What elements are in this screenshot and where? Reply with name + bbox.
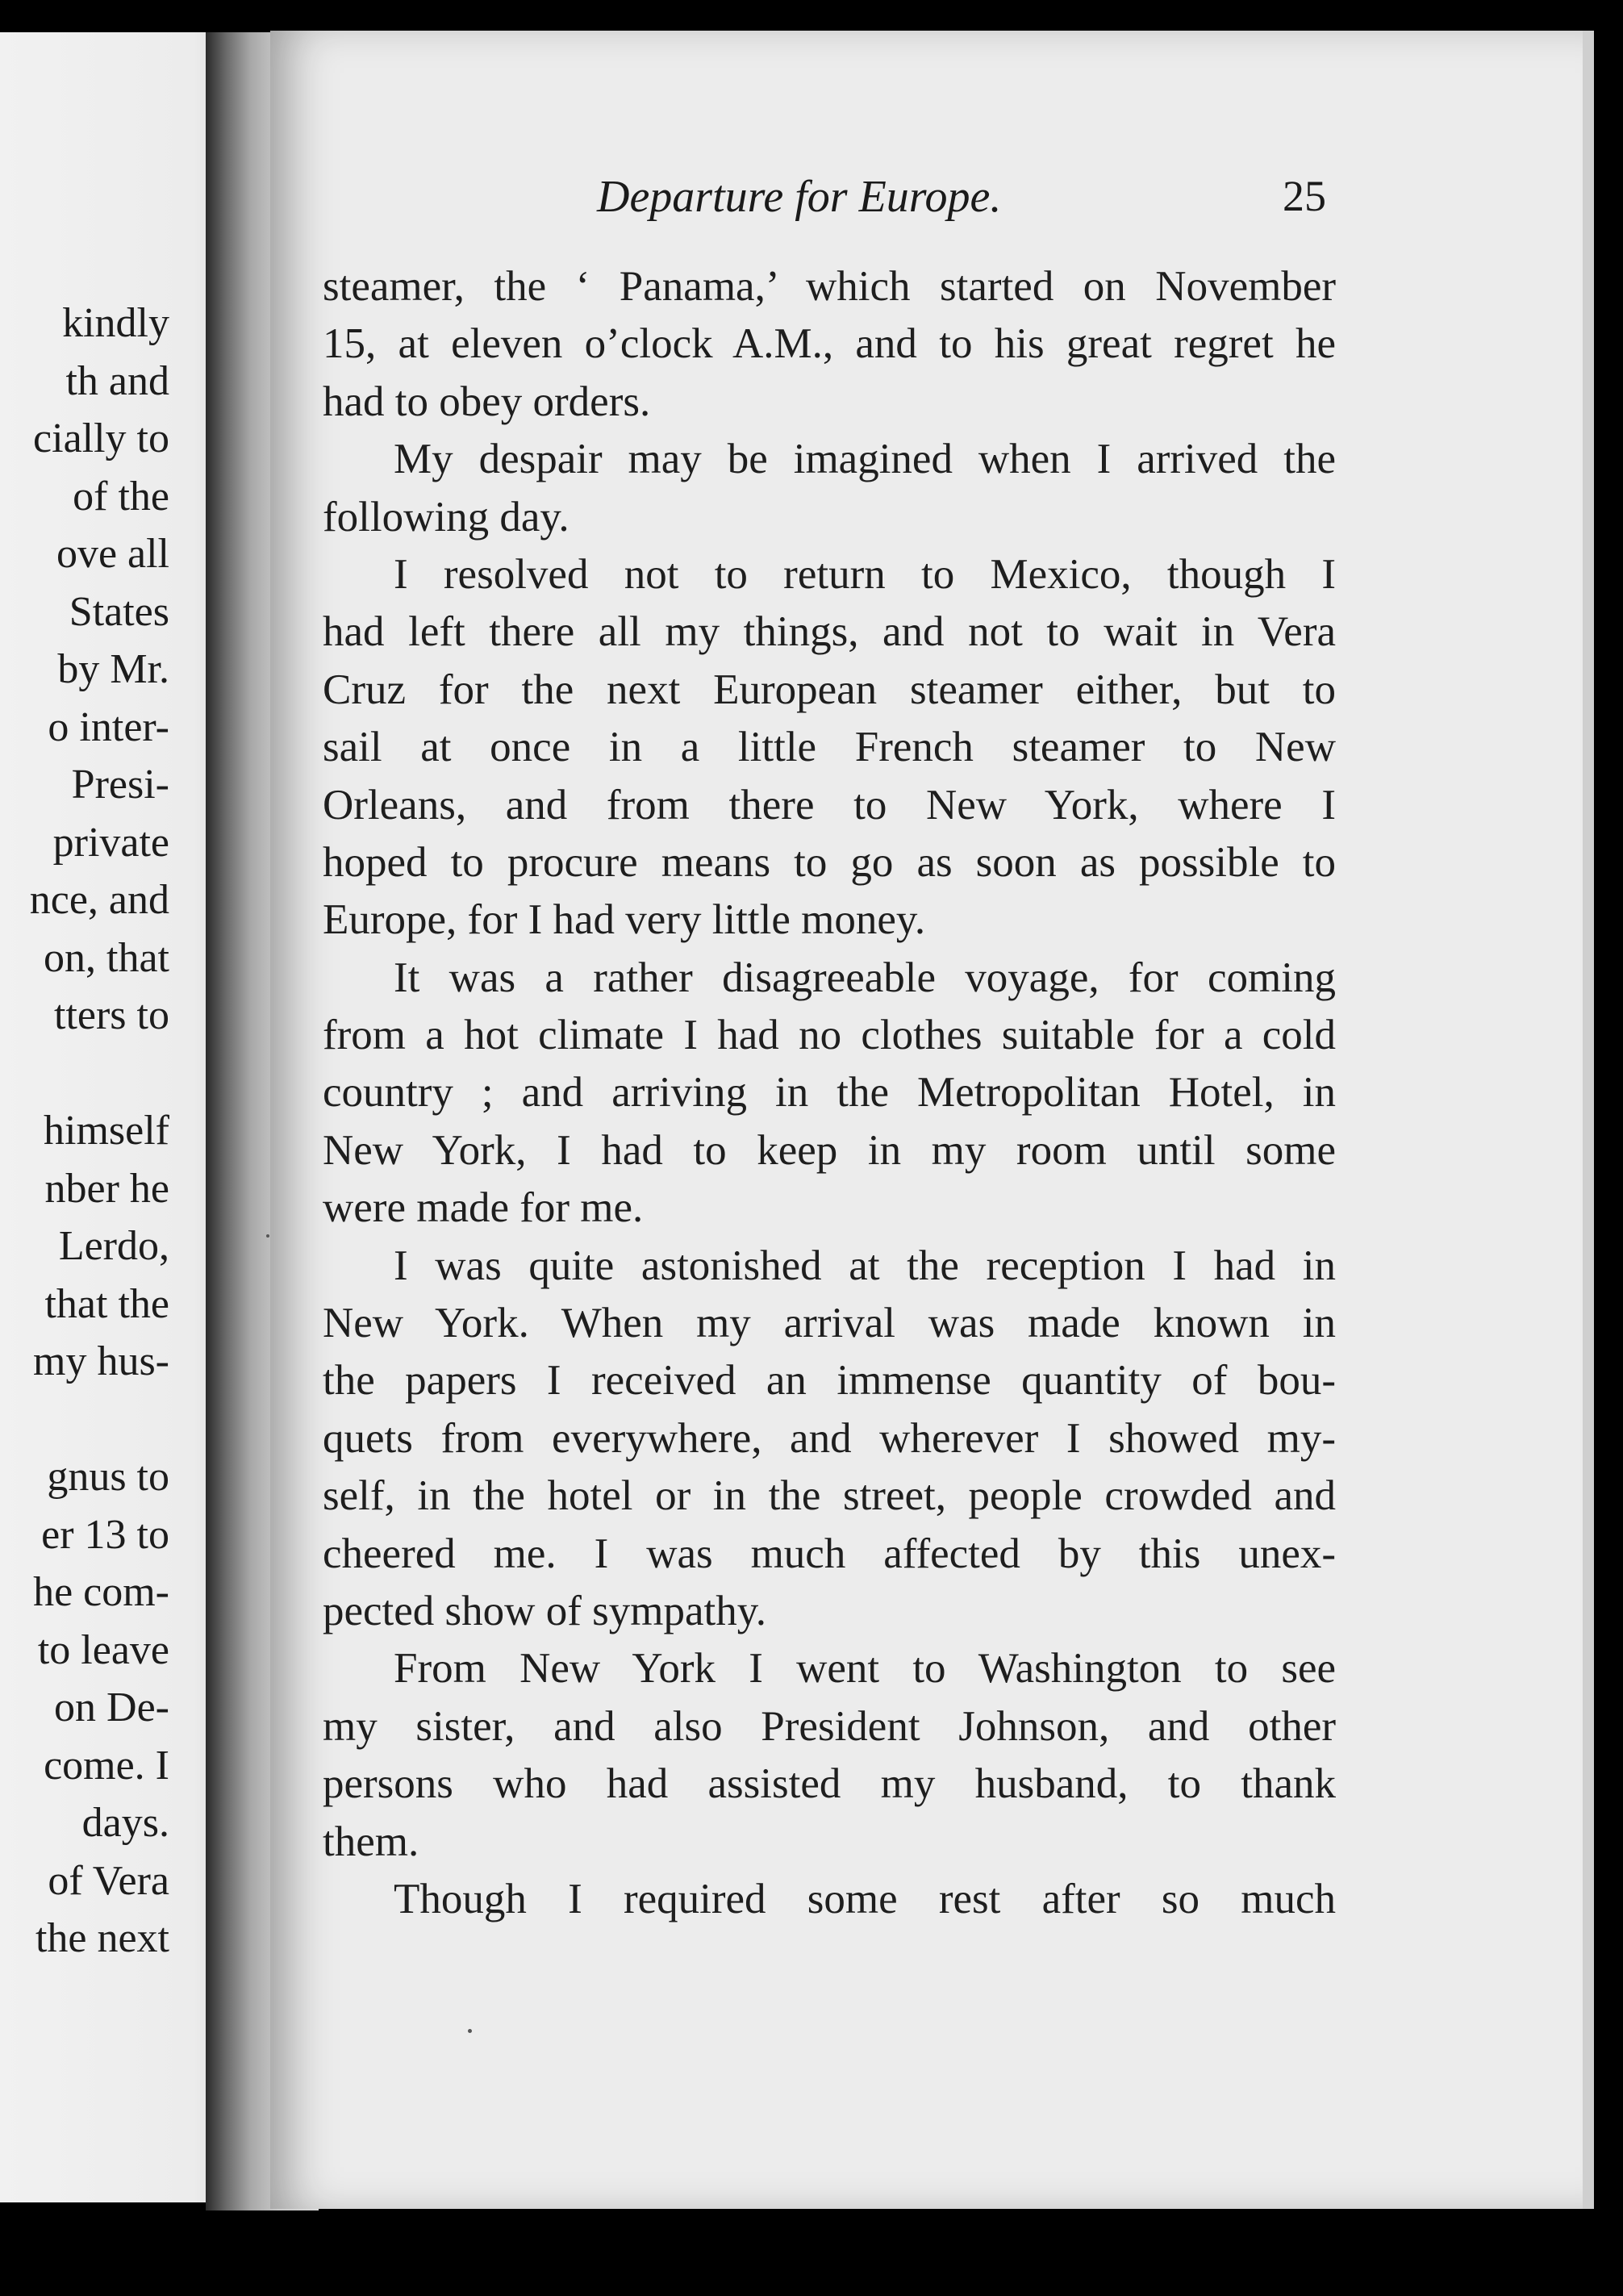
- left-page-line: tters to: [54, 992, 169, 1038]
- left-page-line: that the: [44, 1280, 169, 1327]
- text-line: New York. When my arrival was made known in: [323, 1300, 1336, 1347]
- text-line: I was quite astonished at the reception I had in: [394, 1242, 1336, 1289]
- text-line: country ; and arriving in the Metropolitan Hotel, in: [323, 1069, 1336, 1117]
- left-page-line: himself: [44, 1108, 169, 1154]
- left-page-line: Presi-: [71, 762, 169, 808]
- text-line: following day.: [323, 493, 570, 541]
- left-page-line: the next: [35, 1915, 169, 1961]
- left-page-line: to leave: [37, 1626, 169, 1673]
- page-body-text: [323, 258, 1336, 1928]
- text-line: from a hot climate I had no clothes suitable for a cold: [323, 1012, 1336, 1059]
- text-line: quets from everywhere, and wherever I showed my-: [323, 1414, 1336, 1462]
- left-page-line: kindly: [62, 300, 169, 346]
- text-line: Though I required some rest after so much: [394, 1875, 1336, 1922]
- left-page-line: er 13 to: [41, 1511, 169, 1558]
- scan-speck: [468, 2029, 472, 2033]
- text-line: sail at once in a little French steamer to New: [323, 724, 1336, 771]
- left-page-line: come. I: [44, 1742, 169, 1789]
- text-line: persons who had assisted my husband, to thank: [323, 1760, 1336, 1808]
- left-page-line: gnus to: [47, 1454, 169, 1500]
- left-page-line: nce, and: [29, 877, 169, 923]
- text-line: 15, at eleven o’clock A.M., and to his great regret he: [323, 320, 1336, 368]
- text-line: New York, I had to keep in my room until some: [323, 1126, 1336, 1174]
- scan-speck: [266, 1234, 269, 1238]
- text-line: had left there all my things, and not to wait in Vera: [323, 608, 1336, 656]
- left-page-line: States: [69, 588, 169, 635]
- left-page-line: private: [52, 819, 169, 866]
- left-page-line: o inter-: [48, 703, 169, 750]
- text-line: steamer, the ‘ Panama,’ which started on November: [323, 263, 1336, 310]
- text-line: pected show of sympathy.: [323, 1587, 767, 1634]
- left-page-line: days.: [81, 1800, 169, 1846]
- text-line: them.: [323, 1818, 419, 1865]
- left-page-line: on De-: [54, 1684, 169, 1730]
- left-page-line: my hus-: [33, 1338, 169, 1384]
- text-line: the papers I received an immense quantity of bou-: [323, 1357, 1336, 1405]
- left-page-line: cially to: [33, 415, 169, 461]
- left-page-line: nber he: [44, 1165, 169, 1212]
- text-line: hoped to procure means to go as soon as possible to: [323, 838, 1336, 886]
- left-page-line: by Mr.: [57, 646, 169, 692]
- left-page-line: ove all: [56, 531, 169, 577]
- left-page-line: of Vera: [48, 1857, 169, 1904]
- text-line: had to obey orders.: [323, 378, 651, 425]
- text-line: cheered me. I was much affected by this unex-: [323, 1530, 1336, 1577]
- text-line: My despair may be imagined when I arrived the: [394, 436, 1336, 483]
- text-line: I resolved not to return to Mexico, though I: [394, 550, 1336, 598]
- left-page-line: on, that: [44, 934, 169, 981]
- text-line: Europe, for I had very little money.: [323, 896, 926, 944]
- text-line: were made for me.: [323, 1184, 644, 1232]
- left-page-line: he com-: [33, 1569, 169, 1615]
- text-line: self, in the hotel or in the street, people crowded and: [323, 1472, 1336, 1520]
- text-line: Cruz for the next European steamer either, but to: [323, 666, 1336, 713]
- left-page-line: of the: [73, 473, 169, 520]
- text-line: Orleans, and from there to New York, where I: [323, 781, 1336, 829]
- left-page-line: th and: [65, 357, 169, 404]
- running-head: Departure for Europe.: [597, 172, 1002, 222]
- text-line: From New York I went to Washington to see: [394, 1645, 1336, 1693]
- text-line: my sister, and also President Johnson, and other: [323, 1702, 1336, 1750]
- page-number: 25: [1283, 172, 1326, 220]
- left-page-line: Lerdo,: [58, 1223, 169, 1269]
- page-edge: [1583, 31, 1594, 2209]
- text-line: It was a rather disagreeable voyage, for coming: [394, 954, 1336, 1001]
